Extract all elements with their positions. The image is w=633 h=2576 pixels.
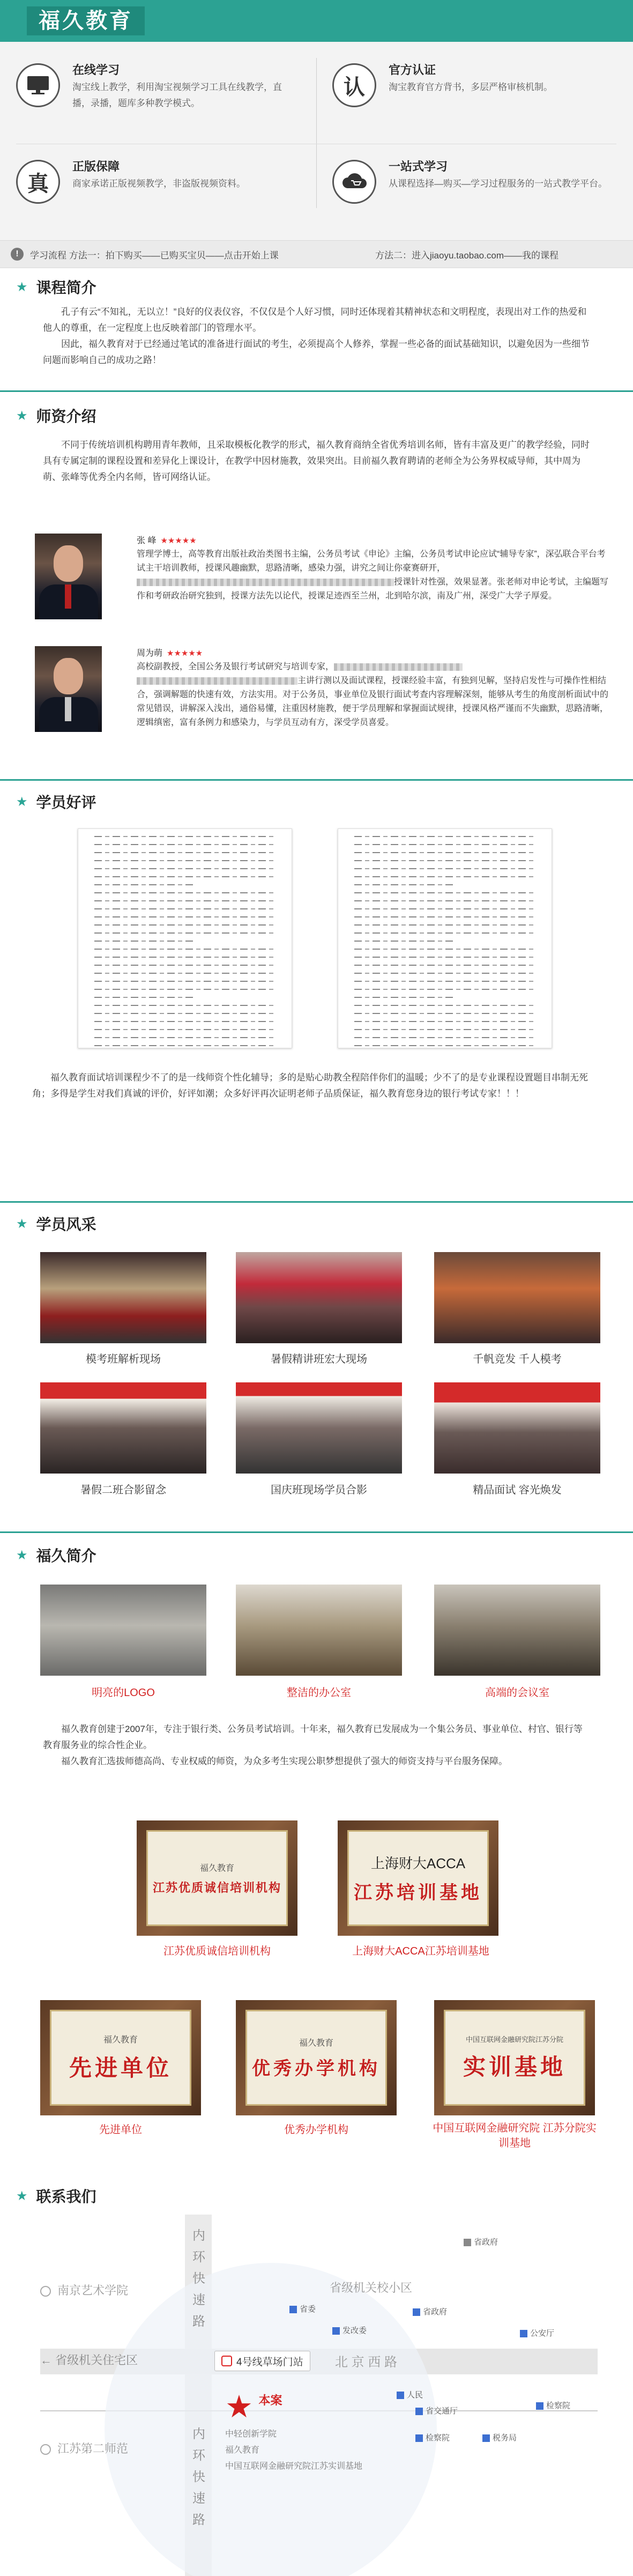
handwriting-line (354, 997, 455, 998)
handwriting-line (354, 1021, 535, 1022)
reviews-caption: 福久教育面试培训课程少不了的是一线师资个性化辅导；多的是贴心助教全程陪伴你们的温暖；少不了的是专业课程设置题目串制无死角；多得是学生对我们真诚的评价，好评如潮；众多好评再次证明老师子品质保证，福久教育您身边的银行考试专家！！！ (32, 1072, 588, 1099)
handwriting-line (354, 1037, 535, 1038)
handwriting-line (94, 844, 275, 845)
review-letter-image (78, 828, 292, 1048)
handwriting-line (354, 924, 535, 926)
handwriting-line (354, 876, 535, 877)
section-title: ★ 福久简介 (16, 1548, 96, 1564)
handwriting-line (354, 916, 535, 917)
photo-caption: 模考班解析现场 (86, 1353, 161, 1365)
feature-desc: 商家承诺正版视频教学，非盗版视频资料。 (72, 179, 245, 189)
feature-desc: 淘宝线上教学，利用淘宝视频学习工具在线教学，直播，录播，题库多种教学模式。 (72, 82, 282, 108)
star-icon: ★ (16, 279, 28, 294)
handwriting-line (354, 973, 535, 974)
flow-method2: 方法二：进入jiaoyu.taobao.com——我的课程 (375, 250, 558, 261)
map-poi: 税务局 (482, 2432, 517, 2443)
student-photo (40, 1382, 206, 1474)
course-para-1: 孔子有云“不知礼，无以立！”良好的仪表仪容，不仅仅是个人好习惯，同时还体现着其精神状态和文明程度，表现出对工作的热爱和他人的尊重，在一定程度上也反映着部门的管理水平。 (43, 307, 587, 333)
handwriting-line (354, 860, 535, 861)
student-photo (236, 1382, 402, 1474)
honor-plaque: 中国互联网金融研究院江苏分院 实训基地 (434, 2000, 595, 2115)
handwriting-line (94, 997, 195, 998)
handwriting-line (354, 836, 535, 837)
teacher-card (35, 534, 608, 614)
honor-caption: 优秀办学机构 (284, 2124, 348, 2136)
star-icon: ★ (16, 794, 28, 809)
handwriting-line (94, 868, 275, 869)
honor-caption: 江苏优质诚信培训机构 (163, 1945, 271, 1957)
map-poi: 发改委 (332, 2325, 367, 2336)
features-panel (0, 42, 633, 240)
honor-caption: 中国互联网金融研究院 江苏分院实训基地 (433, 2122, 597, 2149)
photo-caption: 整洁的办公室 (287, 1687, 351, 1699)
flow-method1: 学习流程 方法一：拍下购买——已购买宝贝——点击开始上课 (30, 250, 279, 261)
handwriting-line (94, 916, 275, 917)
handwriting-line (354, 981, 535, 982)
honor-caption: 先进单位 (99, 2124, 142, 2136)
handwriting-line (354, 949, 535, 950)
handwriting-line (94, 965, 275, 966)
honor-caption: 上海财大ACCA江苏培训基地 (352, 1945, 489, 1957)
handwriting-line (354, 892, 535, 893)
info-icon: ! (11, 248, 24, 261)
handwriting-line (354, 1013, 535, 1014)
handwriting-line (94, 949, 275, 950)
teacher-bio: 高校副教授，全国公务及银行考试研究与培训专家， 主讲行测以及面试课程，授课经验丰富，有独到见解，坚持启发性与可操作性相结合，强调解题的快速有效，方法实用。对于公务员，事业单位及银行面试考查内容理解深刻，能够从考生的角度剖析面试中的常见错误，讲解深入浅出，通俗易懂，注重因材施教，便于学员理解和掌握面试规律，授课风格严谨而不失幽默，思路清晰，逻辑缜密，富有条例力和感染力，与学员互动有方，深受学员喜爱。 (137, 662, 609, 727)
section-course (16, 276, 616, 368)
section-divider (0, 390, 633, 392)
teacher-name: 张 峰 ★★★★★ (137, 536, 197, 545)
cert-badge-icon: 认 (332, 63, 376, 107)
teacher-photo (35, 646, 102, 732)
genuine-badge-icon: 真 (16, 160, 60, 204)
section-title: ★ 学员风采 (16, 1216, 96, 1233)
handwriting-line (94, 1021, 275, 1022)
handwriting-line (94, 1029, 275, 1030)
handwriting-line (94, 973, 275, 974)
map-poi: 省交通厅 (415, 2405, 458, 2416)
student-photo (236, 1252, 402, 1343)
handwriting-line (94, 1045, 275, 1046)
office-photo (40, 1585, 206, 1676)
feature-official-cert (332, 58, 632, 138)
learning-flow-bar (0, 240, 633, 268)
star-icon: ★ (16, 2188, 28, 2203)
handwriting-line (94, 957, 275, 958)
map-street-label: 北 京 西 路 (335, 2355, 398, 2370)
feature-desc: 从课程选择—购买—学习过程服务的一站式教学平台。 (389, 179, 607, 189)
handwriting-line (354, 852, 535, 853)
section-reviews (16, 791, 616, 812)
photo-caption: 千帆竞发 千人模考 (473, 1353, 562, 1365)
red-star-icon: ★ (225, 2389, 253, 2424)
about-para-1: 福久教育创建于2007年，专注于银行类、公务员考试培训。十年来，福久教育已发展成为一个集公务员、事业单位、村官、银行等教育服务业的综合性企业。 (43, 1724, 583, 1750)
map-poi: 省委 (289, 2303, 316, 2314)
section-divider (0, 779, 633, 781)
handwriting-line (354, 908, 535, 909)
photo-caption: 暑假精讲班宏大现场 (271, 1353, 367, 1365)
map-label: 江苏第二师范 (40, 2440, 128, 2456)
section-students (16, 1213, 616, 1234)
section-title: ★ 联系我们 (16, 2188, 96, 2205)
feature-title: 正版保障 (72, 160, 120, 173)
map-poi: 省政府 (413, 2306, 447, 2317)
handwriting-line (354, 884, 455, 885)
teacher-name: 周为萌 ★★★★★ (137, 649, 203, 658)
honor-plaque: 福久教育 江苏优质诚信培训机构 (137, 1820, 297, 1936)
section-divider (0, 1531, 633, 1533)
handwriting-line (94, 892, 275, 893)
student-photo (40, 1252, 206, 1343)
monitor-icon (16, 63, 60, 107)
handwriting-line (94, 836, 275, 837)
section-about (16, 1544, 616, 1566)
section-divider (0, 1201, 633, 1203)
map-label: ← 省级机关住宅区 (40, 2353, 138, 2367)
handwriting-line (94, 1005, 275, 1006)
office-photo (236, 1585, 402, 1676)
handwriting-line (354, 868, 535, 869)
handwriting-line (94, 860, 275, 861)
star-icon: ★ (16, 1548, 28, 1563)
map-poi: 检察院 (415, 2432, 450, 2443)
section-title: ★ 学员好评 (16, 794, 96, 811)
teacher-bio: 管理学博士，高等教育出版社政治类图书主编，公务员考试《申论》主编，公务员考试申论应试“辅导专家”，深弘联合平台考试主干培训教师，授课风趣幽默，思路清晰，感染力强，讲究之间让你豪赛研开，授课针对性强，效果显著。张老师对申论考试，主编题写作和考研政治研究独到，授课方法先以论代，授课足迹西至兰州，北到哈尔滨，南及广州，深受广大学子厚爱。 (137, 550, 609, 601)
handwriting-line (354, 844, 535, 845)
handwriting-line (94, 932, 275, 934)
feature-desc: 淘宝教育官方背书，多层严格审核机制。 (389, 82, 553, 92)
handwriting-line (354, 932, 535, 934)
handwriting-line (94, 884, 195, 885)
brand-logo: 福久教育 (27, 6, 145, 35)
handwriting-line (354, 1045, 535, 1046)
handwriting-line (354, 1005, 535, 1006)
handwriting-line (94, 1013, 275, 1014)
feature-online-learning (16, 58, 316, 138)
divider (316, 58, 317, 208)
handwriting-line (354, 900, 535, 901)
photo-caption: 明亮的LOGO (92, 1687, 155, 1699)
feature-title: 一站式学习 (389, 160, 448, 173)
office-location-marker[interactable]: ★ 本案 (225, 2389, 282, 2424)
office-photo (434, 1585, 600, 1676)
map-poi: 检察院 (536, 2400, 570, 2411)
about-para-2: 福久教育汇选拔师德高尚、专业权威的师资，为众多考生实现公职梦想提供了强大的师资支持与平台服务保障。 (61, 1756, 508, 1766)
course-para-2: 因此，福久教育对于已经通过笔试的准备进行面试的考生，必须提高个人修养，掌握一些必备的面试基础知识，以避免因为一些细节问题而影响自己的成功之路！ (43, 339, 590, 365)
top-banner (0, 0, 633, 42)
map-poi: 公安厅 (520, 2327, 554, 2338)
cloud-cart-icon (332, 160, 376, 204)
handwriting-line (354, 957, 535, 958)
section-title: ★ 课程简介 (16, 279, 96, 296)
office-description: 中轻创新学院 福久教育 中国互联网金融研究院江苏实训基地 (225, 2430, 363, 2471)
photo-caption: 精品面试 容光焕发 (473, 1484, 562, 1496)
honor-plaque: 福久教育 先进单位 (40, 2000, 201, 2115)
map-road-label: 内环快速路 (192, 2427, 205, 2527)
feature-title: 官方认证 (389, 63, 436, 77)
handwriting-line (94, 908, 275, 909)
student-photo (434, 1382, 600, 1474)
handwriting-line (354, 1029, 535, 1030)
feature-title: 在线学习 (72, 63, 120, 77)
section-title: ★ 师资介绍 (16, 408, 96, 425)
metro-icon (221, 2356, 232, 2366)
handwriting-line (354, 989, 535, 990)
location-map[interactable] (40, 2215, 598, 2576)
photo-caption: 暑假二班合影留念 (80, 1484, 166, 1496)
map-road-label: 内环快速路 (192, 2229, 205, 2329)
handwriting-line (354, 941, 455, 942)
section-teachers (16, 405, 616, 485)
honor-plaque: 福久教育 优秀办学机构 (236, 2000, 397, 2115)
handwriting-line (94, 924, 275, 926)
map-label: 省级机关校小区 (330, 2281, 413, 2294)
feature-one-stop (332, 154, 632, 235)
teacher-card (35, 646, 608, 727)
metro-station-label[interactable]: 4号线草场门站 (214, 2351, 310, 2371)
map-poi: 人民 (397, 2389, 423, 2400)
map-poi: 省政府 (464, 2236, 498, 2247)
feature-genuine (16, 154, 316, 235)
handwriting-line (94, 941, 195, 942)
handwriting-line (94, 1037, 275, 1038)
photo-caption: 高端的会议室 (485, 1687, 549, 1699)
photo-caption: 国庆班现场学员合影 (271, 1484, 367, 1496)
star-icon: ★ (16, 1216, 28, 1231)
star-icon: ★ (16, 408, 28, 423)
handwriting-line (354, 965, 535, 966)
map-label: 南京艺术学院 (40, 2282, 128, 2298)
honor-plaque: 上海财大ACCA 江苏培训基地 (338, 1820, 498, 1936)
handwriting-line (94, 989, 275, 990)
teacher-photo (35, 534, 102, 619)
handwriting-line (94, 876, 275, 877)
review-letter-image (338, 828, 552, 1048)
teachers-intro: 不同于传统培训机构聘用青年教师，且采取模板化教学的形式，福久教育商纳全省优秀培训名师，皆有丰富及更广的教学经验，同时具有专属定制的课程设置和差异化上课设计，在教学中因材施教，效果突出。目前福久教育聘请的老师全为公务界权威导师，其中周为萌、张峰等优秀全内名师，皆可网络认证。 (43, 440, 590, 482)
handwriting-line (94, 852, 275, 853)
student-photo (434, 1252, 600, 1343)
section-contact (16, 2185, 616, 2207)
handwriting-line (94, 981, 275, 982)
handwriting-line (94, 900, 275, 901)
